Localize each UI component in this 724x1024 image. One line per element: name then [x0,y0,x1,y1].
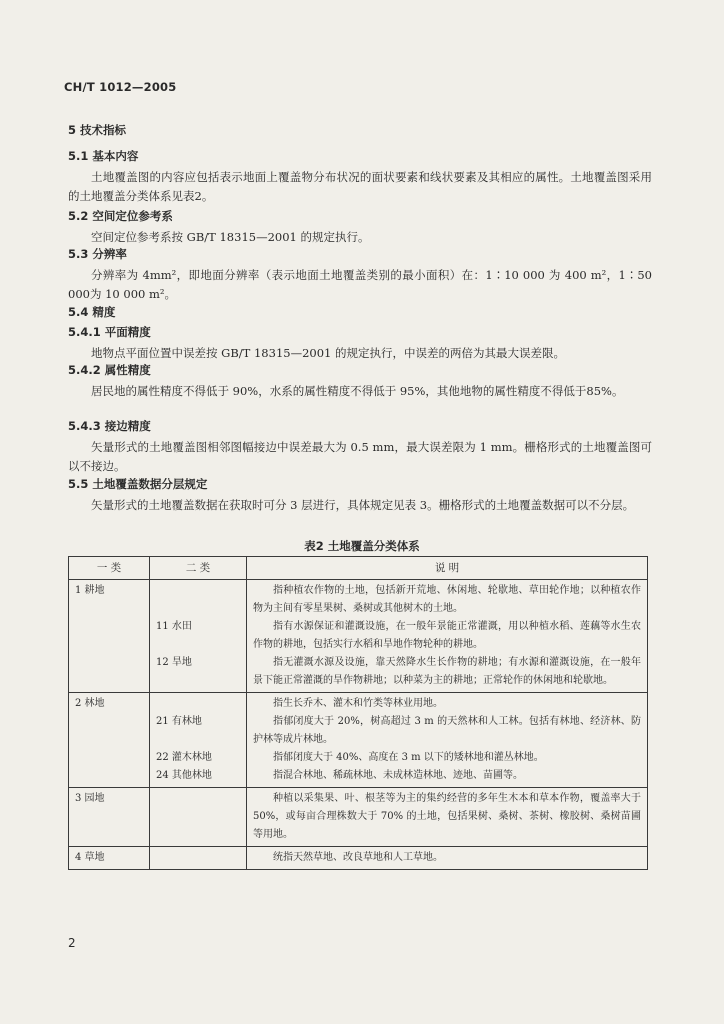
header-cat2: 二 类 [150,557,247,580]
subcat-label: 24 其他林地 [156,770,212,781]
table-row [69,580,648,693]
cat2-cell [150,847,247,870]
subcat-label: 12 旱地 [156,657,192,668]
section-5-4-1-text: 地物点平面位置中误差按 GB/T 18315—2001 的规定执行，中误差的两倍为其最大误差限。 [91,346,565,360]
desc-text: 指混合林地、稀疏林地、未成林造林地、迹地、苗圃等。 [273,770,523,781]
desc-text: 指有水源保证和灌溉设施，在一般年景能正常灌溉，用以种植水稻、莲藕等水生农作物的耕地，包括实行水稻和旱地作物轮种的耕地。 [253,621,641,650]
desc-text: 统指天然草地、改良草地和人工草地。 [273,852,443,863]
cat1-cell: 2 林地 [69,693,150,788]
table-row [69,847,648,870]
cat2-cell [150,580,247,693]
desc-text: 种植以采集果、叶、根茎等为主的集约经营的多年生木本和草本作物，覆盖率大于 50%，或每亩合理株数大于 70% 的土地，包括果树、桑树、茶树、橡胶树、桑树苗圃等用地。 [253,793,641,840]
section-5-4-1-title: 5.4.1 平面精度 [68,325,151,339]
land-cover-classification-table [68,556,648,870]
section-5-5-text: 矢量形式的土地覆盖数据在获取时可分 3 层进行，具体规定见表 3。栅格形式的土地覆盖数据可以不分层。 [91,498,635,512]
section-5-3-title: 5.3 分辨率 [68,247,127,261]
section-5-3-text: 分辨率为 4mm²，即地面分辨率（表示地面土地覆盖类别的最小面积）在：1∶10 000 为 400 m²，1∶50 000为 10 000 m²。 [68,268,652,301]
section-5-4-3-title: 5.4.3 接边精度 [68,419,151,433]
desc-text: 指种植农作物的土地，包括新开荒地、休闲地、轮歇地、草田轮作地；以种植农作物为主间有零星果树、桑树或其他树木的土地。 [253,585,641,614]
subcat-label: 22 灌木林地 [156,752,212,763]
desc-text: 指郁闭度大于 20%，树高超过 3 m 的天然林和人工林。包括有林地、经济林、防护林等成片林地。 [253,716,641,745]
desc-cell [247,693,648,788]
header-desc: 说 明 [247,557,648,580]
table-row [69,693,648,788]
section-5-5-title: 5.5 土地覆盖数据分层规定 [68,477,208,491]
section-5-1-title: 5.1 基本内容 [68,149,139,163]
subcat-label: 11 水田 [156,621,192,632]
section-5-4-3-text: 矢量形式的土地覆盖图相邻图幅接边中误差最大为 0.5 mm，最大误差限为 1 mm。栅格形式的土地覆盖图可以不接边。 [68,440,652,473]
page-number: 2 [68,936,76,950]
table-row [69,788,648,847]
cat1-cell: 4 草地 [69,847,150,870]
section-5-2-text: 空间定位参考系按 GB/T 18315—2001 的规定执行。 [91,230,370,244]
desc-text: 指生长乔木、灌木和竹类等林业用地。 [273,698,443,709]
section-5-4-title: 5.4 精度 [68,305,116,319]
desc-text: 指郁闭度大于 40%、高度在 3 m 以下的矮林地和灌丛林地。 [273,752,544,763]
desc-cell [247,788,648,847]
cat2-cell [150,693,247,788]
cat2-cell [150,788,247,847]
desc-cell [247,580,648,693]
header-cat1: 一 类 [69,557,150,580]
section-5-title: 5 技术指标 [68,123,127,137]
table-2-title: 表2 土地覆盖分类体系 [304,539,420,553]
section-5-4-2-title: 5.4.2 属性精度 [68,363,151,377]
section-5-2-title: 5.2 空间定位参考系 [68,209,173,223]
cat1-cell: 1 耕地 [69,580,150,693]
table-header-row [69,557,648,580]
desc-text: 指无灌溉水源及设施，靠天然降水生长作物的耕地；有水源和灌溉设施，在一般年景下能正常灌溉的旱作物耕地；以种菜为主的耕地；正常轮作的休闲地和轮歇地。 [253,657,641,686]
standard-code: CH/T 1012—2005 [64,80,177,94]
subcat-label: 21 有林地 [156,716,202,727]
section-5-1-text: 土地覆盖图的内容应包括表示地面上覆盖物分布状况的面状要素和线状要素及其相应的属性。土地覆盖图采用的土地覆盖分类体系见表2。 [68,170,652,203]
section-5-4-2-text: 居民地的属性精度不得低于 90%，水系的属性精度不得低于 95%，其他地物的属性精度不得低于85%。 [91,384,624,398]
cat1-cell: 3 园地 [69,788,150,847]
desc-cell [247,847,648,870]
